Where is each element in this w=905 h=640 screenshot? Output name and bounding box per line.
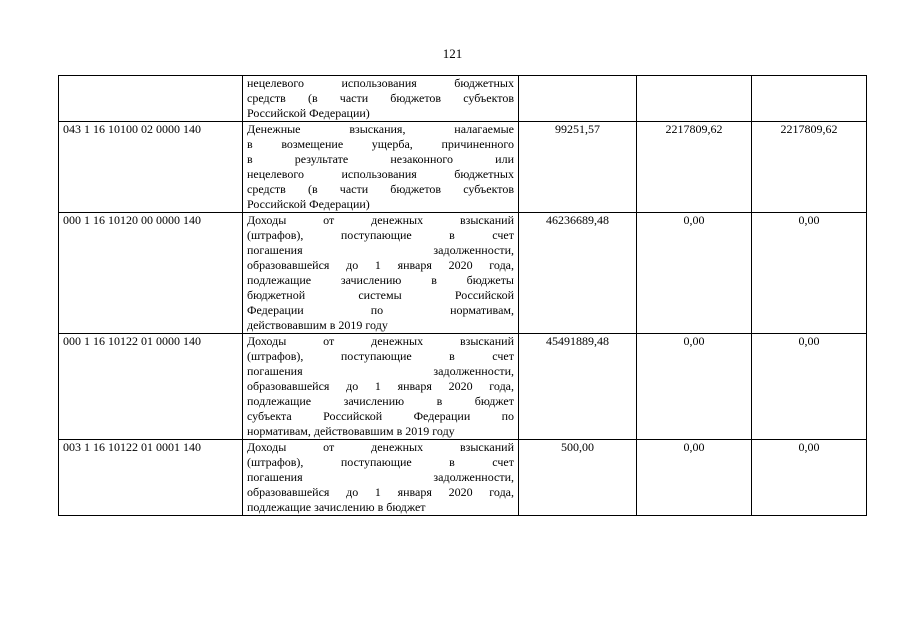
description-line: погашения задолженности,	[247, 243, 514, 257]
description-line: Доходы от денежных взысканий	[247, 334, 514, 348]
page-number: 121	[442, 46, 463, 61]
table-body	[59, 76, 867, 516]
amount-cell-3: 0,00	[752, 334, 867, 440]
description-line: бюджетной системы Российской	[247, 288, 514, 302]
description-line: субъекта Российской Федерации по	[247, 409, 514, 423]
description-line: образовавшейся до 1 января 2020 года,	[247, 258, 514, 272]
description-line: нормативам, действовавшим в 2019 году	[247, 424, 455, 438]
amount-cell-2	[637, 76, 752, 122]
amount-cell-2: 0,00	[637, 440, 752, 516]
description-line: в результате незаконного или	[247, 152, 514, 166]
amount-cell-1: 99251,57	[519, 122, 637, 213]
description-line: образовавшейся до 1 января 2020 года,	[247, 485, 514, 499]
revenue-description	[243, 334, 519, 440]
description-line: нецелевого использования бюджетных	[247, 167, 514, 181]
table-row	[59, 122, 867, 213]
description-line: Российской Федерации)	[247, 197, 370, 211]
revenue-description	[243, 122, 519, 213]
description-line: погашения задолженности,	[247, 470, 514, 484]
table-row	[59, 334, 867, 440]
budget-classification-code: 000 1 16 10120 00 0000 140	[59, 213, 243, 334]
description-line: (штрафов), поступающие в счет	[247, 228, 514, 242]
amount-cell-3: 0,00	[752, 213, 867, 334]
budget-classification-code	[59, 76, 243, 122]
amount-cell-2: 0,00	[637, 334, 752, 440]
amount-cell-3: 2217809,62	[752, 122, 867, 213]
description-line: Денежные взыскания, налагаемые	[247, 122, 514, 136]
description-line: действовавшим в 2019 году	[247, 318, 388, 332]
revenue-description	[243, 440, 519, 516]
description-line: средств (в части бюджетов субъектов	[247, 91, 514, 105]
description-line: погашения задолженности,	[247, 364, 514, 378]
table-row	[59, 440, 867, 516]
description-line: Российской Федерации)	[247, 106, 370, 120]
amount-cell-2: 0,00	[637, 213, 752, 334]
description-line: Федерации по нормативам,	[247, 303, 514, 317]
amount-cell-1	[519, 76, 637, 122]
description-line: образовавшейся до 1 января 2020 года,	[247, 379, 514, 393]
revenue-description	[243, 213, 519, 334]
revenue-description	[243, 76, 519, 122]
description-line: Доходы от денежных взысканий	[247, 440, 514, 454]
description-line: подлежащие зачислению в бюджет	[247, 394, 514, 408]
amount-cell-3: 0,00	[752, 440, 867, 516]
budget-classification-code: 003 1 16 10122 01 0001 140	[59, 440, 243, 516]
budget-classification-code: 043 1 16 10100 02 0000 140	[59, 122, 243, 213]
description-line: средств (в части бюджетов субъектов	[247, 182, 514, 196]
amount-cell-1: 500,00	[519, 440, 637, 516]
description-line: подлежащие зачислению в бюджет	[247, 500, 426, 514]
amount-cell-3	[752, 76, 867, 122]
description-line: Доходы от денежных взысканий	[247, 213, 514, 227]
budget-revenue-table	[58, 75, 867, 516]
description-line: подлежащие зачислению в бюджеты	[247, 273, 514, 287]
budget-classification-code: 000 1 16 10122 01 0000 140	[59, 334, 243, 440]
amount-cell-2: 2217809,62	[637, 122, 752, 213]
table-row	[59, 76, 867, 122]
amount-cell-1: 45491889,48	[519, 334, 637, 440]
description-line: (штрафов), поступающие в счет	[247, 349, 514, 363]
amount-cell-1: 46236689,48	[519, 213, 637, 334]
description-line: (штрафов), поступающие в счет	[247, 455, 514, 469]
table-row	[59, 213, 867, 334]
description-line: в возмещение ущерба, причиненного	[247, 137, 514, 151]
description-line: нецелевого использования бюджетных	[247, 76, 514, 90]
